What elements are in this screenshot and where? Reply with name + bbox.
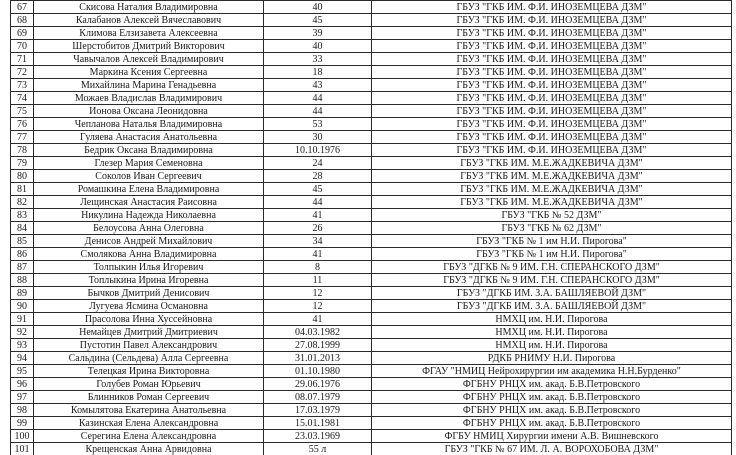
full-name-cell: Гуляева Анастасия Анатольевна [34, 131, 264, 144]
full-name-cell: Серегина Елена Александровна [34, 430, 264, 443]
organization-cell: ГБУЗ "ГКБ ИМ. Ф.И. ИНОЗЕМЦЕВА ДЗМ" [372, 131, 732, 144]
row-number-cell: 82 [11, 196, 34, 209]
age-or-birthdate-cell: 55 л [264, 443, 372, 455]
age-or-birthdate-cell: 01.10.1980 [264, 365, 372, 378]
full-name-cell: Белоусова Анна Олеговна [34, 222, 264, 235]
row-number-cell: 67 [11, 1, 34, 14]
age-or-birthdate-cell: 29.06.1976 [264, 378, 372, 391]
full-name-cell: Немайцев Дмитрий Дмитриевич [34, 326, 264, 339]
table-row [11, 235, 732, 248]
row-number-cell: 72 [11, 66, 34, 79]
table-row [11, 352, 732, 365]
age-or-birthdate-cell: 27.08.1999 [264, 339, 372, 352]
table-row [11, 274, 732, 287]
organization-cell: ФГАУ "НМИЦ Нейрохирургии им академика Н.Н.Бурденко" [372, 365, 732, 378]
age-or-birthdate-cell: 10.10.1976 [264, 144, 372, 157]
full-name-cell: Бычков Дмитрий Денисович [34, 287, 264, 300]
row-number-cell: 83 [11, 209, 34, 222]
row-number-cell: 78 [11, 144, 34, 157]
row-number-cell: 91 [11, 313, 34, 326]
full-name-cell: Калабанов Алексей Вячеславович [34, 14, 264, 27]
row-number-cell: 98 [11, 404, 34, 417]
age-or-birthdate-cell: 28 [264, 170, 372, 183]
full-name-cell: Блинников Роман Сергеевич [34, 391, 264, 404]
organization-cell: ГБУЗ "ГКБ ИМ. М.Е.ЖАДКЕВИЧА ДЗМ" [372, 196, 732, 209]
row-number-cell: 79 [11, 157, 34, 170]
full-name-cell: Скисова Наталия Владимировна [34, 1, 264, 14]
age-or-birthdate-cell: 41 [264, 313, 372, 326]
row-number-cell: 70 [11, 40, 34, 53]
table-row [11, 170, 732, 183]
full-name-cell: Денисов Андрей Михайлович [34, 235, 264, 248]
table-row [11, 157, 732, 170]
organization-cell: ФГБУ НМИЦ Хирургии имени А.В. Вишневского [372, 430, 732, 443]
full-name-cell: Михайлина Марина Генадьевна [34, 79, 264, 92]
full-name-cell: Ромашкина Елена Владимировна [34, 183, 264, 196]
table-row [11, 40, 732, 53]
organization-cell: НМХЦ им. Н.И. Пирогова [372, 313, 732, 326]
full-name-cell: Ионова Оксана Леонидовна [34, 105, 264, 118]
patients-table-body [11, 1, 732, 455]
age-or-birthdate-cell: 17.03.1979 [264, 404, 372, 417]
row-number-cell: 81 [11, 183, 34, 196]
full-name-cell: Глезер Мария Семеновна [34, 157, 264, 170]
table-row [11, 430, 732, 443]
full-name-cell: Смолякова Анна Владимировна [34, 248, 264, 261]
row-number-cell: 69 [11, 27, 34, 40]
table-row [11, 378, 732, 391]
organization-cell: НМХЦ им. Н.И. Пирогова [372, 326, 732, 339]
organization-cell: ФГБНУ РНЦХ им. акад. Б.В.Петровского [372, 391, 732, 404]
age-or-birthdate-cell: 34 [264, 235, 372, 248]
age-or-birthdate-cell: 11 [264, 274, 372, 287]
row-number-cell: 89 [11, 287, 34, 300]
table-row [11, 326, 732, 339]
row-number-cell: 87 [11, 261, 34, 274]
row-number-cell: 101 [11, 443, 34, 455]
table-row [11, 144, 732, 157]
age-or-birthdate-cell: 43 [264, 79, 372, 92]
age-or-birthdate-cell: 41 [264, 209, 372, 222]
row-number-cell: 84 [11, 222, 34, 235]
organization-cell: ГБУЗ "ГКБ ИМ. Ф.И. ИНОЗЕМЦЕВА ДЗМ" [372, 53, 732, 66]
table-row [11, 118, 732, 131]
age-or-birthdate-cell: 8 [264, 261, 372, 274]
full-name-cell: Климова Елзизавета Алексеевна [34, 27, 264, 40]
row-number-cell: 93 [11, 339, 34, 352]
age-or-birthdate-cell: 04.03.1982 [264, 326, 372, 339]
full-name-cell: Шерстобитов Дмитрий Викторович [34, 40, 264, 53]
full-name-cell: Толпыкин Илья Игоревич [34, 261, 264, 274]
organization-cell: ГБУЗ "ГКБ ИМ. Ф.И. ИНОЗЕМЦЕВА ДЗМ" [372, 144, 732, 157]
full-name-cell: Лещинская Анастасия Раисовна [34, 196, 264, 209]
full-name-cell: Маркина Ксения Сергеевна [34, 66, 264, 79]
table-row [11, 365, 732, 378]
organization-cell: ГБУЗ "ДГКБ ИМ. З.А. БАШЛЯЕВОЙ ДЗМ" [372, 300, 732, 313]
age-or-birthdate-cell: 33 [264, 53, 372, 66]
organization-cell: ГБУЗ "ГКБ № 52 ДЗМ" [372, 209, 732, 222]
age-or-birthdate-cell: 31.01.2013 [264, 352, 372, 365]
row-number-cell: 97 [11, 391, 34, 404]
organization-cell: ГБУЗ "ГКБ № 1 им Н.И. Пирогова" [372, 235, 732, 248]
table-row [11, 404, 732, 417]
age-or-birthdate-cell: 44 [264, 196, 372, 209]
table-row [11, 183, 732, 196]
full-name-cell: Никулина Надежда Николаевна [34, 209, 264, 222]
table-row [11, 92, 732, 105]
full-name-cell: Прасолова Инна Хуссейновна [34, 313, 264, 326]
row-number-cell: 90 [11, 300, 34, 313]
table-row [11, 248, 732, 261]
table-row [11, 313, 732, 326]
age-or-birthdate-cell: 12 [264, 300, 372, 313]
full-name-cell: Пустотин Павел Александрович [34, 339, 264, 352]
organization-cell: ГБУЗ "ГКБ ИМ. Ф.И. ИНОЗЕМЦЕВА ДЗМ" [372, 79, 732, 92]
full-name-cell: Чавычалов Алексей Владимирович [34, 53, 264, 66]
age-or-birthdate-cell: 53 [264, 118, 372, 131]
organization-cell: ГБУЗ "ГКБ ИМ. Ф.И. ИНОЗЕМЦЕВА ДЗМ" [372, 40, 732, 53]
organization-cell: ГБУЗ "ГКБ ИМ. Ф.И. ИНОЗЕМЦЕВА ДЗМ" [372, 92, 732, 105]
table-row [11, 339, 732, 352]
organization-cell: НМХЦ им. Н.И. Пирогова [372, 339, 732, 352]
organization-cell: ГБУЗ "ГКБ № 62 ДЗМ" [372, 222, 732, 235]
row-number-cell: 92 [11, 326, 34, 339]
table-row [11, 222, 732, 235]
table-row [11, 105, 732, 118]
age-or-birthdate-cell: 44 [264, 92, 372, 105]
full-name-cell: Бедрик Оксана Владимировна [34, 144, 264, 157]
full-name-cell: Телецкая Ирина Викторовна [34, 365, 264, 378]
row-number-cell: 73 [11, 79, 34, 92]
table-row [11, 300, 732, 313]
table-row [11, 209, 732, 222]
organization-cell: ГБУЗ "ГКБ ИМ. М.Е.ЖАДКЕВИЧА ДЗМ" [372, 183, 732, 196]
table-row [11, 1, 732, 14]
table-row [11, 417, 732, 430]
organization-cell: ФГБНУ РНЦХ им. акад. Б.В.Петровского [372, 417, 732, 430]
organization-cell: ГБУЗ "ГКБ ИМ. Ф.И. ИНОЗЕМЦЕВА ДЗМ" [372, 118, 732, 131]
full-name-cell: Чепланова Наталья Владимировна [34, 118, 264, 131]
row-number-cell: 76 [11, 118, 34, 131]
organization-cell: ГБУЗ "ГКБ ИМ. Ф.И. ИНОЗЕМЦЕВА ДЗМ" [372, 105, 732, 118]
row-number-cell: 85 [11, 235, 34, 248]
organization-cell: ГБУЗ "ГКБ № 1 им Н.И. Пирогова" [372, 248, 732, 261]
age-or-birthdate-cell: 30 [264, 131, 372, 144]
age-or-birthdate-cell: 41 [264, 248, 372, 261]
patients-table [10, 0, 732, 455]
organization-cell: РДКБ РНИМУ Н.И. Пирогова [372, 352, 732, 365]
organization-cell: ФГБНУ РНЦХ им. акад. Б.В.Петровского [372, 378, 732, 391]
table-row [11, 79, 732, 92]
organization-cell: ГБУЗ "ГКБ ИМ. Ф.И. ИНОЗЕМЦЕВА ДЗМ" [372, 66, 732, 79]
full-name-cell: Сальдина (Сельдева) Алла Сергеевна [34, 352, 264, 365]
age-or-birthdate-cell: 18 [264, 66, 372, 79]
table-row [11, 27, 732, 40]
row-number-cell: 95 [11, 365, 34, 378]
table-row [11, 131, 732, 144]
age-or-birthdate-cell: 45 [264, 183, 372, 196]
table-row [11, 66, 732, 79]
row-number-cell: 77 [11, 131, 34, 144]
table-row [11, 53, 732, 66]
table-row [11, 287, 732, 300]
age-or-birthdate-cell: 39 [264, 27, 372, 40]
age-or-birthdate-cell: 44 [264, 105, 372, 118]
age-or-birthdate-cell: 12 [264, 287, 372, 300]
full-name-cell: Можаев Владислав Владимирович [34, 92, 264, 105]
age-or-birthdate-cell: 40 [264, 1, 372, 14]
table-row [11, 196, 732, 209]
organization-cell: ГБУЗ "ДГКБ № 9 ИМ. Г.Н. СПЕРАНСКОГО ДЗМ" [372, 261, 732, 274]
full-name-cell: Крещенская Анна Арвидовна [34, 443, 264, 455]
row-number-cell: 75 [11, 105, 34, 118]
age-or-birthdate-cell: 45 [264, 14, 372, 27]
row-number-cell: 99 [11, 417, 34, 430]
age-or-birthdate-cell: 40 [264, 40, 372, 53]
row-number-cell: 94 [11, 352, 34, 365]
row-number-cell: 100 [11, 430, 34, 443]
age-or-birthdate-cell: 23.03.1969 [264, 430, 372, 443]
row-number-cell: 74 [11, 92, 34, 105]
age-or-birthdate-cell: 24 [264, 157, 372, 170]
table-row [11, 443, 732, 455]
full-name-cell: Голубев Роман Юрьевич [34, 378, 264, 391]
row-number-cell: 68 [11, 14, 34, 27]
organization-cell: ГБУЗ "ГКБ ИМ. Ф.И. ИНОЗЕМЦЕВА ДЗМ" [372, 1, 732, 14]
organization-cell: ФГБНУ РНЦХ им. акад. Б.В.Петровского [372, 404, 732, 417]
table-row [11, 261, 732, 274]
full-name-cell: Комылятова Екатерина Анатольевна [34, 404, 264, 417]
row-number-cell: 86 [11, 248, 34, 261]
full-name-cell: Лугуева Ясмина Османовна [34, 300, 264, 313]
table-row [11, 14, 732, 27]
organization-cell: ГБУЗ "ГКБ ИМ. М.Е.ЖАДКЕВИЧА ДЗМ" [372, 170, 732, 183]
organization-cell: ГБУЗ "ГКБ ИМ. Ф.И. ИНОЗЕМЦЕВА ДЗМ" [372, 14, 732, 27]
row-number-cell: 96 [11, 378, 34, 391]
full-name-cell: Топлыкина Ирина Игоревна [34, 274, 264, 287]
age-or-birthdate-cell: 15.01.1981 [264, 417, 372, 430]
organization-cell: ГБУЗ "ДГКБ № 9 ИМ. Г.Н. СПЕРАНСКОГО ДЗМ" [372, 274, 732, 287]
organization-cell: ГБУЗ "ДГКБ ИМ. З.А. БАШЛЯЕВОЙ ДЗМ" [372, 287, 732, 300]
row-number-cell: 71 [11, 53, 34, 66]
organization-cell: ГБУЗ "ГКБ ИМ. Ф.И. ИНОЗЕМЦЕВА ДЗМ" [372, 27, 732, 40]
row-number-cell: 80 [11, 170, 34, 183]
full-name-cell: Соколов Иван Сергеевич [34, 170, 264, 183]
organization-cell: ГБУЗ "ГКБ ИМ. М.Е.ЖАДКЕВИЧА ДЗМ" [372, 157, 732, 170]
table-row [11, 391, 732, 404]
row-number-cell: 88 [11, 274, 34, 287]
full-name-cell: Казинская Елена Александровна [34, 417, 264, 430]
age-or-birthdate-cell: 08.07.1979 [264, 391, 372, 404]
age-or-birthdate-cell: 26 [264, 222, 372, 235]
organization-cell: ГБУЗ "ГКБ № 67 ИМ. Л. А. ВОРОХОБОВА ДЗМ" [372, 443, 732, 455]
